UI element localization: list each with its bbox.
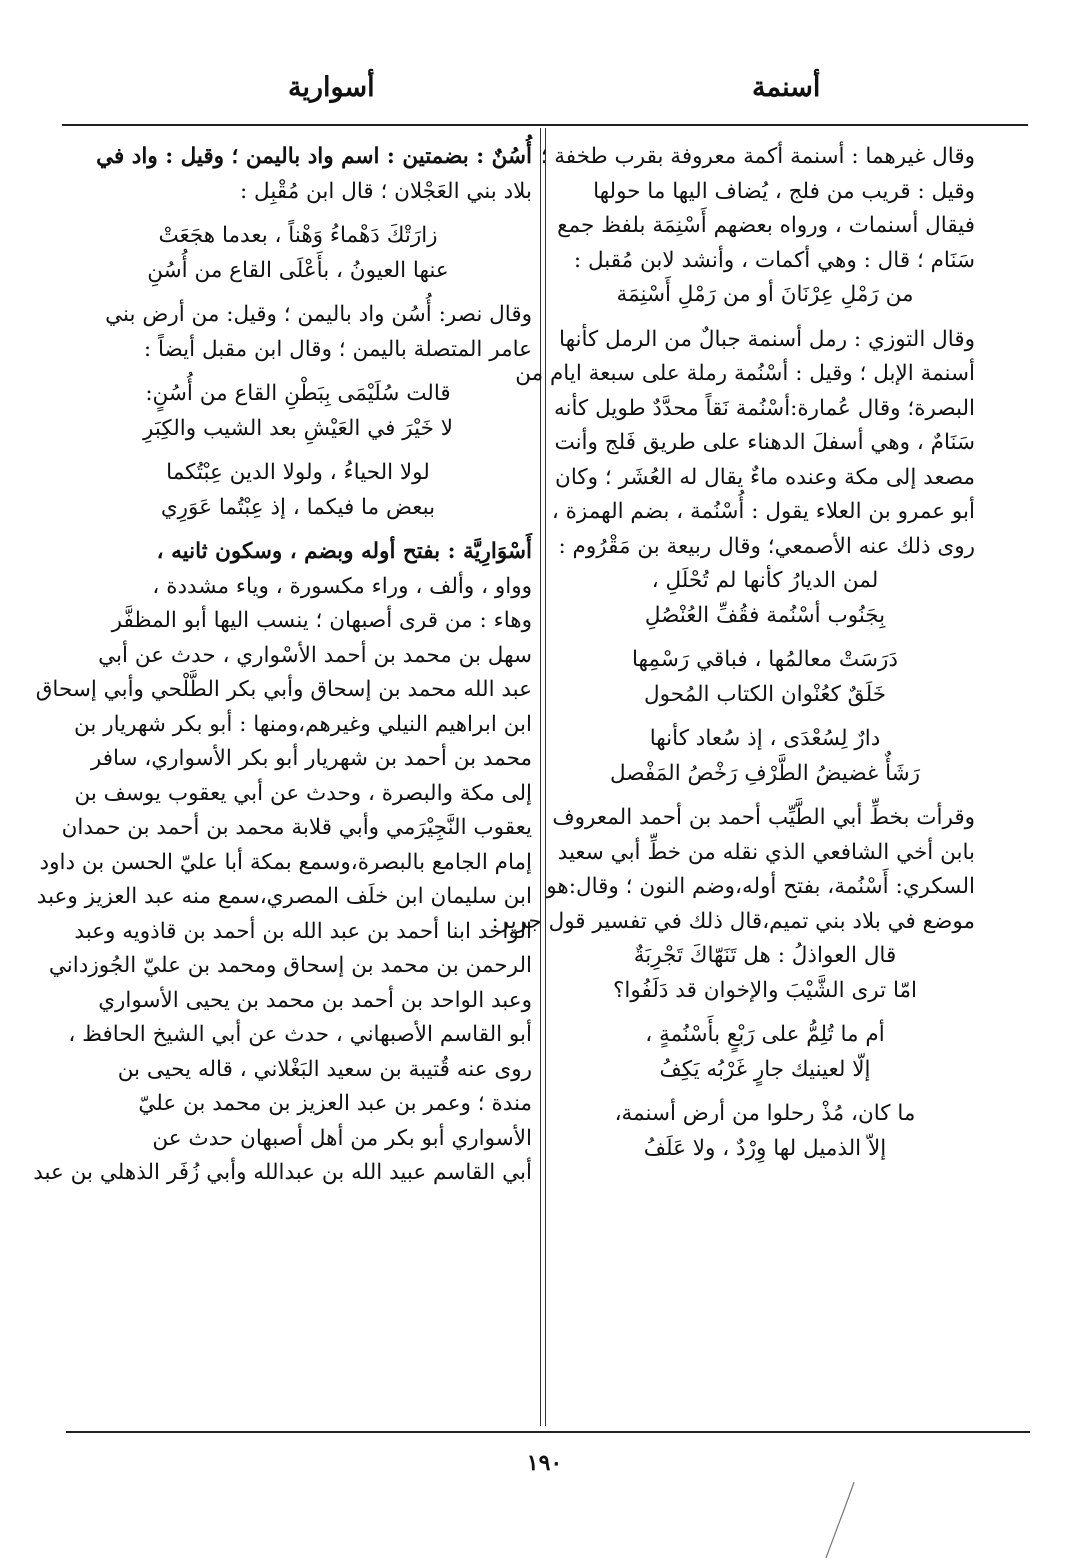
text-line: السكري: أَسْنُمة، بفتح أوله،وضم النون ؛ وقال:هو bbox=[546, 874, 975, 899]
text-line: سهل بن محمد بن أحمد الأسْواري ، حدث عن أبي bbox=[98, 642, 532, 668]
verse-line: قالت سُلَيْمَى بِبَطْنِ القاع من أُسُنٍ: bbox=[145, 381, 451, 406]
verse-line: امّا ترى الشَّيْبَ والإخوان قد دَلَفُوا؟ bbox=[612, 977, 918, 1003]
text-line: عامر المتصلة باليمن ؛ وقال ابن مقبل أيضاً : bbox=[143, 336, 532, 362]
verse-line: من رَمْلِ عِرْنَانَ أو من رَمْلِ أَسْنِمَة bbox=[616, 282, 914, 307]
page-header-title-right: أسنمة bbox=[752, 72, 821, 103]
verse-line: زارَتْكَ دَهْماءُ وَهْناً ، بعدما هجَعَتْ bbox=[158, 223, 438, 248]
text-line: مصعد إلى مكة وعنده ماءٌ يقال له العُشَر ؛ وكان bbox=[555, 464, 975, 490]
stanza-gap bbox=[64, 446, 532, 456]
text-line: وواو ، وألف ، وراء مكسورة ، وياء مشددة ، bbox=[152, 573, 532, 599]
text-line: وقال نصر: أُسُن واد باليمن ؛ وقيل: من أرض بني bbox=[105, 302, 532, 327]
verse-line: أم ما تُلِمُّ على رَبْعٍ بأَسْنُمةٍ ، bbox=[645, 1022, 885, 1047]
verse-line: إلّا لعينيك جارٍ غَرْبُه يَكِفُ bbox=[659, 1056, 871, 1082]
verse-line: لولا الحياءُ ، ولولا الدين عِبْتُكما bbox=[166, 460, 430, 485]
text-line: وهاء : من قرى أصبهان ؛ ينسب اليها أبو المظفَّر bbox=[111, 608, 532, 633]
text-line: فيقال أسنمات ، ورواه بعضهم أَسْنِمَة بلفظ جمع bbox=[557, 213, 975, 238]
verse-line: إلاّ الذميل لها وِرْدٌ ، ولا عَلَفُ bbox=[643, 1135, 887, 1161]
text-line: وقيل : قريب من فلج ، يُضاف اليها ما حولها bbox=[593, 178, 975, 204]
text-line: عبد الله محمد بن إسحاق وأبي بكر الطَّلْحي وأبي إسحاق bbox=[35, 677, 532, 702]
verse-line: دارٌ لِسُعْدَى ، إذ سُعاد كأنها bbox=[649, 726, 881, 751]
text-line: الرحمن بن محمد بن إسحاق ومحمد بن عليّ الجُوزداني bbox=[48, 953, 532, 978]
stanza-gap bbox=[555, 712, 975, 722]
text-line: وقال غيرهما : أسنمة أكمة معروفة بقرب طخفة ؛ bbox=[540, 144, 975, 169]
text-line: وعبد الواحد بن أحمد بن محمد بن يحيى الأسواري bbox=[98, 987, 532, 1013]
stanza-gap bbox=[555, 633, 975, 643]
text-line: محمد بن أحمد بن شهريار أبو بكر الأسواري، سافر bbox=[90, 746, 532, 771]
stanza-gap bbox=[64, 367, 532, 377]
bottom-rule bbox=[66, 1431, 1030, 1433]
verse-line: رَشَأٌ غضيضُ الطَّرْفِ رَخْصُ المَفْصل bbox=[609, 760, 921, 786]
text-line: ابن سليمان ابن خلَف المصري،سمع منه عبد العزيز وعبد bbox=[36, 884, 532, 909]
text-line: أبو عمرو بن العلاء يقول : أُسْنُمة ، بضم الهمزة ، bbox=[551, 499, 975, 524]
verse-line: خَلَقٌ كعُنْوان الكتاب المُحول bbox=[643, 681, 887, 707]
verse-line: لمن الديارُ كأنها لم تُحْلَلِ ، bbox=[651, 568, 879, 593]
entry-heading-line: أُسُنٌ : بضمتين : اسم واد باليمن ؛ وقيل : واد في bbox=[96, 144, 532, 169]
text-line: البصرة؛ وقال عُمارة:أسْنُمة نَقاً محدَّدٌ طويل كأنه bbox=[553, 395, 975, 421]
stanza-gap bbox=[64, 288, 532, 298]
text-line: إلى مكة والبصرة ، وحدث عن أبي يعقوب يوسف بن bbox=[74, 780, 532, 806]
text-line: مندة ؛ وعمر بن عبد العزيز بن محمد بن عليّ bbox=[138, 1091, 532, 1116]
text-line: إمام الجامع بالبصرة،وسمع بمكة أبا عليّ الحسن بن داود bbox=[39, 849, 532, 875]
top-rule bbox=[62, 124, 1028, 126]
text-line: بلاد بني العَجْلان ؛ قال ابن مُقْبِل : bbox=[239, 178, 532, 204]
text-line: روى عنه قُتيبة بن سعيد البَغْلاني ، قاله يحيى بن bbox=[117, 1056, 532, 1082]
right-column bbox=[491, 140, 975, 1422]
verse-line: بِجَنُوب أسْنُمة فقُفِّ العُنْصُلِ bbox=[644, 602, 886, 628]
verse-line: ببعض ما فيكما ، إذ عِبْتُما عَوَرِي bbox=[160, 494, 436, 520]
text-line: سَنَامٌ ، وهي أسفلَ الدهناء على طريق فَلج وأنت bbox=[554, 430, 975, 455]
text-line: الواحد ابنا أحمد بن عبد الله بن أحمد بن قاذويه وعبد bbox=[74, 918, 532, 944]
pencil-mark bbox=[820, 1480, 860, 1560]
verse-line: قال العواذلُ : هل تَنَهّاكَ تَجْرِبَةٌ bbox=[633, 943, 897, 968]
text-line: سَنَام ؛ قال : وهي أكمات ، وأنشد لابن مُقبل : bbox=[573, 247, 975, 273]
text-line: بابن أخي الشافعي الذي نقله من خطِّ أبي سعيد bbox=[557, 839, 975, 865]
text-line: روى ذلك عنه الأصمعي؛ وقال ربيعة بن مَقْرُوم : bbox=[558, 533, 975, 559]
page-number: ١٩٠ bbox=[526, 1450, 563, 1476]
page-header-title-left: أسوارية bbox=[288, 72, 375, 103]
stanza-gap bbox=[64, 525, 532, 535]
column-divider bbox=[540, 128, 541, 1426]
verse-line: ما كان، مُذْ رحلوا من أرض أسنمة، bbox=[614, 1101, 916, 1126]
text-line: أسنمة الإبل ؛ وقيل : أسْنُمة رملة على سبعة ايام من bbox=[515, 361, 975, 386]
stanza-gap bbox=[555, 313, 975, 323]
stanza-gap bbox=[555, 1008, 975, 1018]
stanza-gap bbox=[555, 1087, 975, 1097]
stanza-gap bbox=[555, 791, 975, 801]
column-divider bbox=[545, 128, 546, 1426]
text-line: موضع في بلاد بني تميم،قال ذلك في تفسير قول جرير: bbox=[491, 908, 975, 934]
text-line: ابن ابراهيم النيلي وغيرهم،ومنها : أبو بكر شهريار بن bbox=[74, 711, 532, 737]
verse-line: عنها العيونُ ، بأَعْلَى القاع من أُسُنِ bbox=[147, 257, 449, 283]
text-line: وقال التوزي : رمل أسنمة جبالٌ من الرمل كأنها bbox=[559, 326, 975, 352]
verse-line: دَرَسَتْ معالمُها ، فباقي رَسْمِها bbox=[631, 647, 899, 672]
text-line: يعقوب النَّجِيْرَمي وأبي قلابة محمد بن أحمد بن حمدان bbox=[61, 815, 532, 840]
stanza-gap bbox=[64, 209, 532, 219]
text-line: الأسواري أبو بكر من أهل أصبهان حدث عن bbox=[152, 1125, 532, 1151]
verse-line: لا خَيْرَ في العَيْشِ بعد الشيب والكِبَرِ bbox=[143, 415, 453, 441]
left-column bbox=[33, 140, 532, 1422]
entry-heading-line: أَسْوَارِيَّة : بفتح أوله وبضم ، وسكون ثانيه ، bbox=[156, 539, 532, 564]
text-line: وقرأت بخطِّ أبي الطَّيِّب أحمد بن أحمد المعروف bbox=[552, 805, 975, 830]
text-line: أبي القاسم عبيد الله بن عبدالله وأبي زُفَر الذهلي بن عبد bbox=[33, 1160, 532, 1185]
text-line: أبو القاسم الأصبهاني ، حدث عن أبي الشيخ الحافظ ، bbox=[68, 1022, 532, 1047]
